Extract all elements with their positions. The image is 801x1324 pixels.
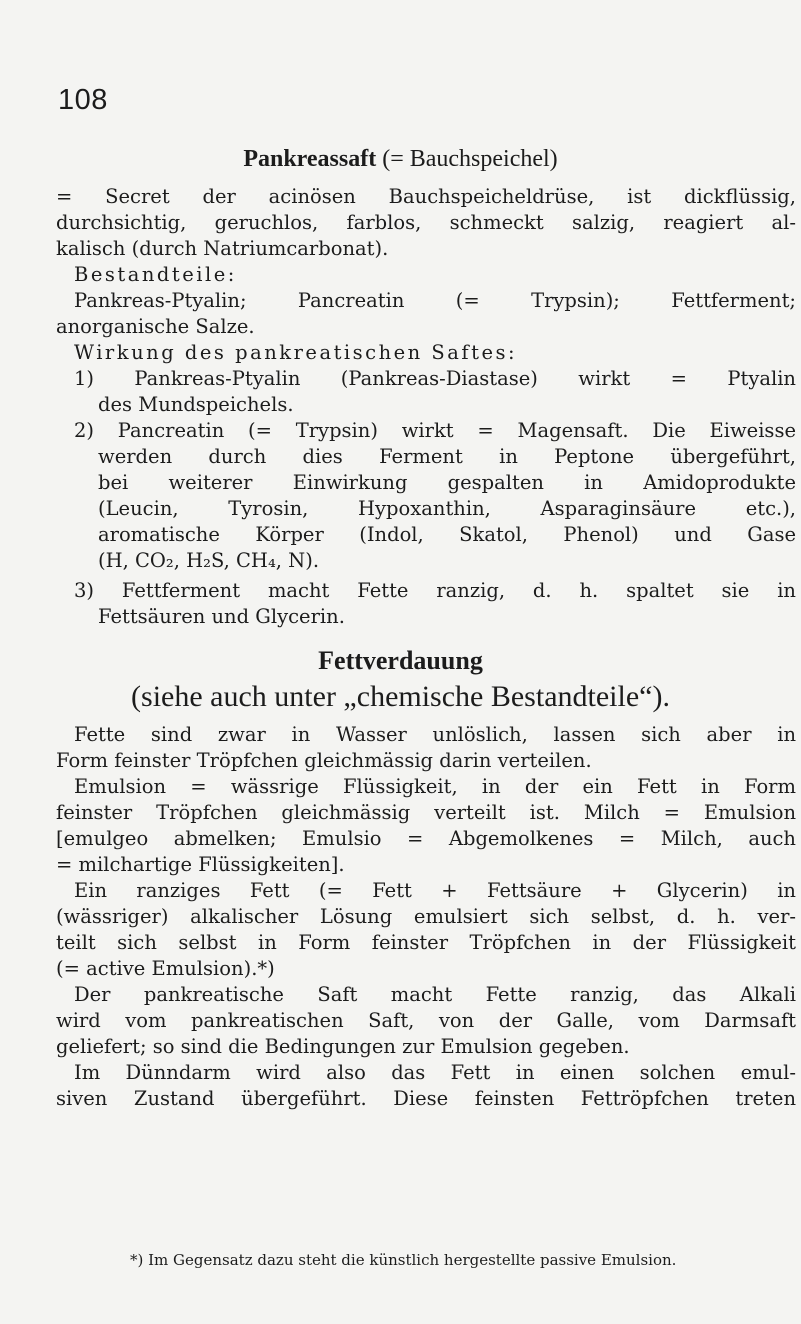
list-item: Fettsäuren und Glycerin. (98, 605, 345, 628)
text-line: wird vom pankreatischen Saft, von der Galle, vom Darmsaft (56, 1009, 796, 1032)
list-item: aromatische Körper (Indol, Skatol, Phenol) und Gase (98, 523, 796, 546)
text-line: siven Zustand übergeführt. Diese feinsten Fettröpfchen treten (56, 1087, 796, 1110)
text-line: Form feinster Tröpfchen gleichmässig darin verteilen. (56, 749, 592, 772)
bestandteile-label: Bestandteile: (74, 263, 237, 286)
title-rest: (= Bauchspeichel) (376, 146, 558, 172)
text-line: (wässriger) alkalischer Lösung emulsiert sich selbst, d. h. ver- (56, 905, 796, 928)
text-line: Der pankreatische Saft macht Fette ranzig, das Alkali (74, 983, 796, 1006)
section-title-fettverdauung: Fettverdauung (318, 646, 483, 675)
text-line: durchsichtig, geruchlos, farblos, schmeckt salzig, reagiert al- (56, 211, 796, 234)
text-line: = milchartige Flüssigkeiten]. (56, 853, 345, 876)
list-item: bei weiterer Einwirkung gespalten in Amidoprodukte (98, 471, 796, 494)
list-item: 2) Pancreatin (= Trypsin) wirkt = Magensaft. Die Eiweisse (74, 419, 796, 442)
section-title-pankreassaft (0, 146, 801, 173)
wirkung-label: Wirkung des pankreatischen Saftes: (74, 341, 518, 364)
title-bold: Pankreassaft (243, 146, 377, 172)
text-line: geliefert; so sind die Bedingungen zur Emulsion gegeben. (56, 1035, 630, 1058)
text-line: teilt sich selbst in Form feinster Tröpfchen in der Flüssigkeit (56, 931, 796, 954)
text-line: Fette sind zwar in Wasser unlöslich, lassen sich aber in (74, 723, 796, 746)
page-number: 108 (58, 84, 108, 116)
text-line: Pankreas-Ptyalin; Pancreatin (= Trypsin); Fettferment; (74, 289, 796, 312)
list-item: (Leucin, Tyrosin, Hypoxanthin, Asparaginsäure etc.), (98, 497, 796, 520)
text-line: anorganische Salze. (56, 315, 255, 338)
text-line: = Secret der acinösen Bauchspeicheldrüse, ist dickflüssig, (56, 185, 796, 208)
list-item: (H, CO₂, H₂S, CH₄, N). (98, 549, 320, 572)
text-line: kalisch (durch Natriumcarbonat). (56, 237, 389, 260)
text-line: (= active Emulsion).*) (56, 957, 275, 980)
list-item: 3) Fettferment macht Fette ranzig, d. h. spaltet sie in (74, 579, 796, 602)
list-item: 1) Pankreas-Ptyalin (Pankreas-Diastase) wirkt = Ptyalin (74, 367, 796, 390)
list-item: werden durch dies Ferment in Peptone übergeführt, (98, 445, 796, 468)
list-item: des Mundspeichels. (98, 393, 294, 416)
text-line: feinster Tröpfchen gleichmässig verteilt ist. Milch = Emulsion (56, 801, 796, 824)
text-line: Im Dünndarm wird also das Fett in einen solchen emul- (74, 1061, 796, 1084)
section-subtitle: (siehe auch unter „chemische Bestandteile“). (131, 680, 670, 713)
footnote: *) Im Gegensatz dazu steht die künstlich hergestellte passive Emulsion. (130, 1251, 677, 1269)
text-line: Ein ranziges Fett (= Fett + Fettsäure + Glycerin) in (74, 879, 796, 902)
text-line: [emulgeo abmelken; Emulsio = Abgemolkenes = Milch, auch (56, 827, 796, 850)
text-line: Emulsion = wässrige Flüssigkeit, in der ein Fett in Form (74, 775, 796, 798)
